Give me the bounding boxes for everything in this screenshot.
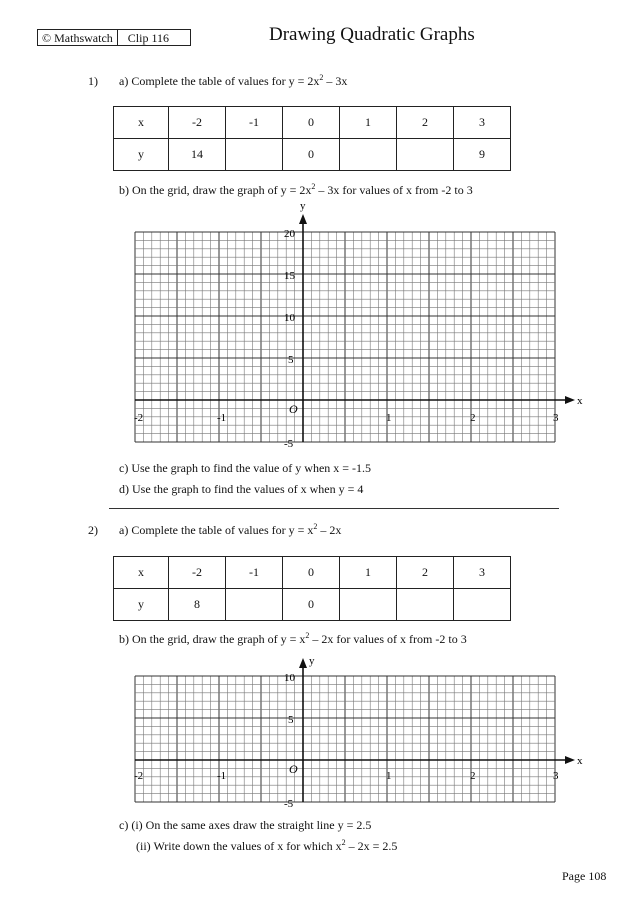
q2-a-sq: 2 <box>313 522 318 531</box>
q1-a-suffix: – 3x <box>323 74 348 88</box>
q2-x-tick-label: 3 <box>553 770 559 782</box>
q2-part-c-i: c) (i) On the same axes draw the straight line y = 2.5 <box>119 818 372 832</box>
q2-x-tick-label: -2 <box>134 770 144 782</box>
clip-label: Clip 116 <box>117 30 173 45</box>
q2-y-cell[interactable]: 0 <box>283 589 340 621</box>
q1-x-tick-label: 2 <box>470 412 476 424</box>
q1-y-tick-label: 20 <box>284 228 295 240</box>
q1-x-tick-label: -2 <box>134 412 144 424</box>
q2-y-tick-label: 5 <box>288 714 294 726</box>
q2-b-suffix: – 2x for values of x from -2 to 3 <box>309 632 467 646</box>
q2-y-tick-label: -5 <box>284 798 294 810</box>
q2-x-cell: 1 <box>340 557 397 589</box>
q2-part-c-ii <box>136 839 397 853</box>
q1-x-cell: -1 <box>226 107 283 139</box>
q1-a-sq: 2 <box>319 73 324 82</box>
q2-x-cell: 2 <box>397 557 454 589</box>
q1-number: 1) <box>88 74 98 88</box>
q2-y-cell[interactable]: 8 <box>169 589 226 621</box>
q2-x-axis-label: x <box>577 755 583 767</box>
q2-b-sq: 2 <box>305 631 310 640</box>
x-axis-arrow-icon <box>565 756 575 764</box>
q1-b-suffix: – 3x for values of x from -2 to 3 <box>315 183 473 197</box>
q1-x-label: x <box>114 107 169 139</box>
q1-x-tick-label: -1 <box>217 412 227 424</box>
y-axis-arrow-icon <box>299 658 307 668</box>
q2-c-ii-prefix: (ii) Write down the values of x for which x <box>136 839 342 853</box>
q2-x-cell: 3 <box>454 557 511 589</box>
q2-a-prefix: a) Complete the table of values for y = x <box>119 523 314 537</box>
q1-x-cell: -2 <box>169 107 226 139</box>
q2-x-cell: -1 <box>226 557 283 589</box>
q1-x-cell: 3 <box>454 107 511 139</box>
page-title: Drawing Quadratic Graphs <box>269 24 475 45</box>
q1-x-cell: 2 <box>397 107 454 139</box>
q2-origin-label: O <box>289 762 298 776</box>
page-number: Page 108 <box>562 869 607 883</box>
q2-c-ii-suffix: – 2x = 2.5 <box>345 839 398 853</box>
copyright-label: © Mathswatch <box>42 31 113 45</box>
q2-x-tick-label: 2 <box>470 770 476 782</box>
q2-x-tick-label: 1 <box>386 770 392 782</box>
q1-y-tick-label: -5 <box>284 438 294 450</box>
q1-x-cell: 1 <box>340 107 397 139</box>
q1-b-sq: 2 <box>311 182 316 191</box>
q2-y-axis-label: y <box>309 655 315 667</box>
q1-part-d: d) Use the graph to find the values of x when y = 4 <box>119 482 364 496</box>
q2-x-cell: -2 <box>169 557 226 589</box>
q1-y-cell[interactable]: 14 <box>169 139 226 171</box>
q2-c-ii-sq: 2 <box>341 838 346 847</box>
q1-y-axis-label: y <box>300 200 306 212</box>
q1-x-axis-label: x <box>577 395 583 407</box>
q2-x-cell: 0 <box>283 557 340 589</box>
q1-y-cell[interactable]: 0 <box>283 139 340 171</box>
q2-y-label: y <box>114 589 169 621</box>
q1-x-cell: 0 <box>283 107 340 139</box>
q2-a-suffix: – 2x <box>317 523 342 537</box>
q1-y-cell[interactable]: 9 <box>454 139 511 171</box>
q1-x-tick-label: 3 <box>553 412 559 424</box>
q1-y-tick-label: 10 <box>284 312 295 324</box>
q2-x-label: x <box>114 557 169 589</box>
q1-part-c: c) Use the graph to find the value of y when x = -1.5 <box>119 461 372 475</box>
q1-y-tick-label: 15 <box>284 270 295 282</box>
q2-number: 2) <box>88 523 98 537</box>
q1-x-tick-label: 1 <box>386 412 392 424</box>
q1-origin-label: O <box>289 402 298 416</box>
q1-a-prefix: a) Complete the table of values for y = 2x <box>119 74 320 88</box>
q1-y-tick-label: 5 <box>288 354 294 366</box>
q2-x-tick-label: -1 <box>217 770 227 782</box>
q2-y-tick-label: 10 <box>284 672 295 684</box>
q2-b-prefix: b) On the grid, draw the graph of y = x <box>119 632 306 646</box>
q1-b-prefix: b) On the grid, draw the graph of y = 2x <box>119 183 312 197</box>
q1-y-label: y <box>114 139 169 171</box>
